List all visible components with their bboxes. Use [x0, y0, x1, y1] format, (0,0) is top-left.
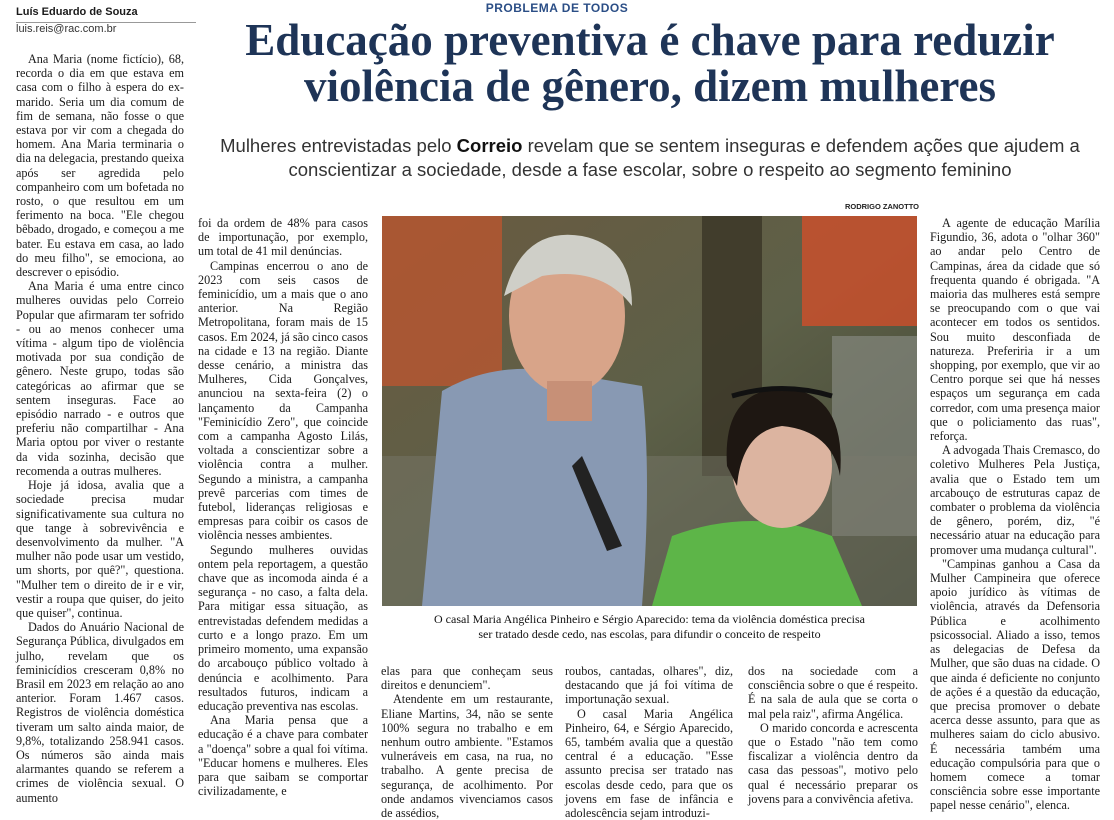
paragraph: Atendente em um restaurante, Eliane Martins, 34, não se sente 100% segura no trabalho e em nenhum outro ambiente. "Estamos vulneráveis em casa, na rua, no trabalho. A gente precisa de segurança, de acolhimento. Por onde andamos vivenciamos casos de assédios,	[381, 692, 553, 820]
deck-text-start: Mulheres entrevistadas pelo	[220, 135, 457, 156]
text-column-3	[381, 664, 553, 820]
article-photo	[382, 216, 917, 606]
photo-caption	[382, 612, 917, 642]
text-column-6	[930, 216, 1100, 813]
paragraph: O marido concorda e acrescenta que o Estado "não tem como fiscalizar a violência dentro da casa das pessoas", motivo pelo qual é necessário preparar os jovens para a convivência afetiva.	[748, 720, 918, 806]
text-column-1	[16, 52, 184, 805]
deck-text-end: revelam que se sentem inseguras e defendem ações que ajudem a conscientizar a sociedade, desde a fase escolar, sobre o respeito ao segmento feminino	[288, 135, 1080, 180]
photo-credit: RODRIGO ZANOTTO	[844, 202, 919, 211]
paragraph: Hoje já idosa, avalia que a sociedade precisa mudar significativamente sua cultura no que tange à sobrevivência e desenvolvimento da mulher. "A mulher não pode usar um vestido, um shorts, por quê?", questiona. "Mulher tem o direito de ir e vir, vestir a roupa que quiser, do jeito que quiser", continua.	[16, 478, 184, 620]
paragraph: O casal Maria Angélica Pinheiro, 64, e Sérgio Aparecido, 65, também avalia que a questão central é a educação. "Esse assunto precisa ser tratado nas escolas desde cedo, para que os jovens em fase de infância e adolescência sejam introduzi-	[565, 706, 733, 820]
headline	[200, 17, 1100, 109]
subheadline	[200, 134, 1100, 182]
paragraph: roubos, cantadas, olhares", diz, destacando que já foi vítima de importunação sexual.	[565, 664, 733, 707]
paragraph: Segundo mulheres ouvidas ontem pela reportagem, a questão chave que as incomoda ainda é a segurança - no caso, a falta dela. Para mitigar essa situação, as entrevistadas defendem medidas a curto e a longo prazo. Em um primeiro momento, uma expansão do arcabouço público voltado à denúncia e acolhimento. Para resultados futuros, indicam a educação preventiva nas escolas.	[198, 542, 368, 713]
author-email[interactable]: luis.reis@rac.com.br	[16, 23, 117, 35]
paragraph: Campinas encerrou o ano de 2023 com seis casos de feminicídio, um a mais que o ano anterior. Na Região Metropolitana, foram mais de 15 casos. Em 2024, já são cinco casos na cidade e 13 na região. Diante desse cenário, a ministra das Mulheres, Cida Gonçalves, anunciou na sexta-feira (2) o lançamento da Campanha "Feminicídio Zero", que coincide com a campanha Agosto Lilás, voltada a conscientizar sobre a violência contra a mulher. Segundo a ministra, a campanha prevê parcerias com times de futebol, lideranças religiosas e empresas para coibir os casos de violência nesses ambientes.	[198, 258, 368, 543]
paragraph: foi da ordem de 48% para casos de importunação, por exemplo, um total de 41 mil denúncias.	[198, 216, 368, 259]
text-column-4	[565, 664, 733, 820]
author-name: Luís Eduardo de Souza	[16, 6, 138, 18]
headline-line-2: violência de gênero, dizem mulheres	[304, 61, 996, 111]
text-column-5	[748, 664, 918, 806]
couple-photo-illustration	[382, 216, 917, 606]
section-kicker: PROBLEMA DE TODOS	[485, 1, 629, 15]
headline-line-1: Educação preventiva é chave para reduzir	[245, 15, 1055, 65]
paragraph: A advogada Thais Cremasco, do coletivo Mulheres Pela Justiça, avalia que o Estado tem um arcabouço de estruturas capaz de combater o problema da violência de gênero, porém, diz, "é necessário atuar na educação para promover uma mudança cultural".	[930, 443, 1100, 557]
paragraph: "Campinas ganhou a Casa da Mulher Campineira que oferece apoio jurídico às vítimas de violência, através da Defensoria Pública e acolhimento psicossocial. Aliado a isso, temos as delegacias de Defesa da Mulher, que são duas na cidade. O que ainda é deficiente no conjunto de ações é a questão da educação, que precisa promover o debate acerca desse assunto, para que as mulheres saiam do ciclo abusivo. É necessária também uma educação compulsória para que o homem comece a tomar consciência sobre esse importante papel nesse cenário", elenca.	[930, 556, 1100, 813]
paragraph: Ana Maria (nome fictício), 68, recorda o dia em que estava em casa com o filho à espera do ex-marido. Seria um dia comum de fim de semana, não fosse o que estava por vir com a chegada do homem. Ana Maria terminaria o dia na delegacia, prestando queixa após ser agredida pelo companheiro com um bofetada no rosto, o que resultou em um ferimento na boca. "Ele chegou bêbado, drogado, e começou a me bater. Eu estava em casa, ao lado do meu filho", se emociona, ao descrever o episódio.	[16, 52, 184, 280]
caption-line-1: O casal Maria Angélica Pinheiro e Sérgio Aparecido: tema da violência doméstica precisa	[434, 612, 865, 626]
deck-newspaper-name: Correio	[456, 135, 523, 156]
caption-line-2: ser tratado desde cedo, nas escolas, para difundir o conceito de respeito	[478, 627, 821, 641]
paragraph: Ana Maria é uma entre cinco mulheres ouvidas pelo Correio Popular que afirmaram ter sofrido - ou ao menos conhecer uma vítima - algum tipo de violência motivada por sua condição de gênero. Neste grupo, todas são categóricas ao afirmar que se sentem inseguras. Face ao episódio narrado - e outros que preferiu não compartilhar - Ana Maria optou por viver o restante da vida sozinha, decisão que recomenda a outras mulheres.	[16, 279, 184, 478]
paragraph: Ana Maria pensa que a educação é a chave para combater a "doença" sobre a qual foi vítima. "Educar homens e mulheres. Eles para que saibam se comportar civilizadamente, e	[198, 713, 368, 799]
paragraph: A agente de educação Marília Figundio, 36, adota o "olhar 360" ao andar pelo Centro de Campinas, área da cidade que só frequenta quando é obrigada. "A maioria das mulheres está sempre se preocupando com o que vai acontecer em todos os sentidos. Sou muito desconfiada de natureza. Preferiria ir a um shopping, por exemplo, que vir ao Centro porque sei que há nesses espaços um segurança em cada corredor, com uma presença maior que o policiamento das ruas", reforça.	[930, 216, 1100, 444]
paragraph: dos na sociedade com a consciência sobre o que é respeito. É na sala de aula que se corta o mal pela raiz", afirma Angélica.	[748, 664, 918, 721]
paragraph: elas para que conheçam seus direitos e denunciem".	[381, 664, 553, 693]
text-column-2	[198, 216, 368, 798]
paragraph: Dados do Anuário Nacional de Segurança Pública, divulgados em julho, revelam que os feminicídios cresceram 0,8% no Brasil em 2023 em relação ao ano anterior. Foram 1.467 casos. Registros de violência doméstica tiveram um salto ainda maior, de 9,8%, totalizando 258.941 casos. Os números são ainda mais alarmantes quando se referem a crimes de violência sexual. O aumento	[16, 620, 184, 805]
